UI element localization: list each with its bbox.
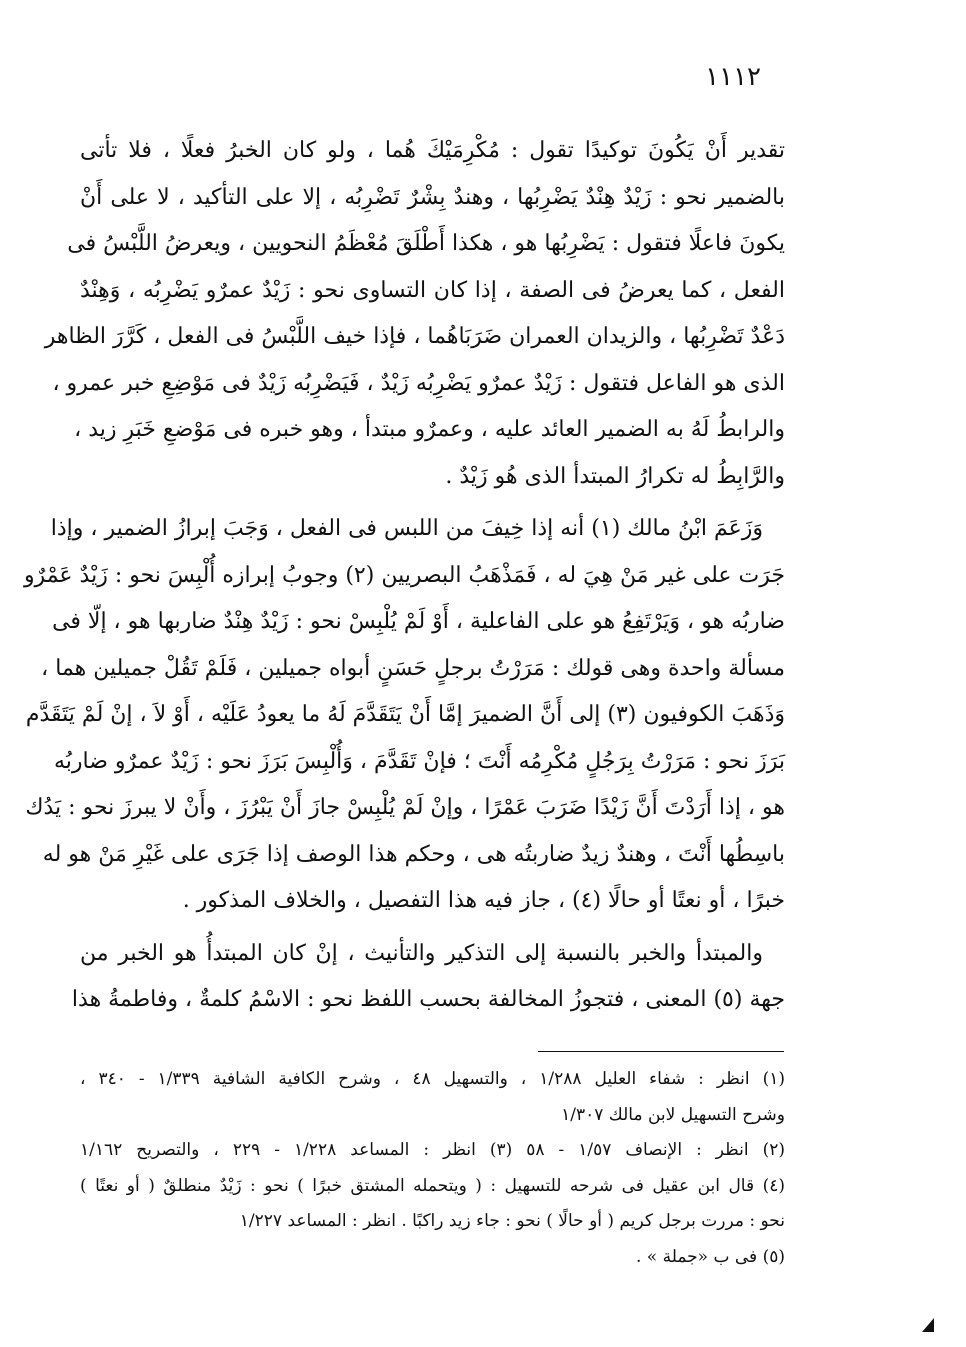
- text-line: خبرًا ، أو نعتًا أو حالًا (٤) ، جاز فيه هذا التفصيل ، والخلاف المذكور .: [182, 888, 785, 913]
- footnote-line: وشرح التسهيل لابن مالك ١/٣٠٧: [561, 1104, 785, 1125]
- text-line: والمبتدأ والخبر بالنسبة إلى التذكير والتأنيث ، إنْ كان المبتدأُ هو الخبر من: [80, 940, 763, 966]
- footnote-divider: [538, 1051, 784, 1052]
- text-line: الذى هو الفاعل فتقول : زَيْدٌ عمرٌو يَضْرِبُه زَيْدٌ ، فَيَضْرِبُه زَيْدٌ فى مَوْضِعِ خبر عمرو ،: [52, 370, 785, 396]
- paragraph: [44, 128, 786, 500]
- text-line: والرَّابِطُ له تكرارُ المبتدأ الذى هُو زَيْدٌ .: [445, 463, 785, 489]
- text-line: ضاربُه هو ، وَيَرْتَفِعُ هو على الفاعلية ، أَوْ لَمْ يُلْبِسْ نحو : زَيْدٌ هِنْدٌ ضاربها هو ، إلّا فى: [52, 609, 785, 634]
- text-line: مسألة واحدة وهى قولك : مَرَرْتُ برجلٍ حَسَنٍ أبواه جميلين ، فَلَمْ تَقُلْ جميلين هما ،: [41, 655, 785, 681]
- text-line: بالضمير نحو : زَيْدٌ هِنْدٌ يَضْرِبُها ، وهندٌ بِشْرٌ تَضْرِبُه ، إلا على التأكيد ، لا على أَنْ: [80, 184, 785, 210]
- text-line: وَزَعَمَ ابْنُ مالك (١) أنه إذا خِيفَ من اللبس فى الفعل ، وَجَبَ إبرازُ الضمير ، وإذا: [50, 516, 763, 541]
- footnote-line: (٥) فى ب «جملة » .: [635, 1246, 785, 1267]
- text-line: جهة (٥) المعنى ، فتجوزُ المخالفة بحسب اللفظ نحو : الاسْمُ كلمةٌ ، وفاطمةُ هذا: [71, 987, 785, 1012]
- corner-mark: [922, 1318, 934, 1332]
- text-line: جَرَت على غير مَنْ هِيَ له ، فَمَذْهَبُ البصريين (٢) وجوبُ إبرازه أُلْبِسَ نحو : زَيْدٌ عَمْرٌو: [23, 562, 785, 588]
- paragraph: [23, 506, 785, 925]
- text-line: والرابطُ لَهُ به الضمير العائد عليه ، وعمرٌو مبتدأ ، وهو خبره فى مَوْضعِ خَبَرِ زيد ،: [74, 417, 785, 442]
- footnotes: [80, 1062, 785, 1275]
- footnote-line: (٢) انظر : الإنصاف ١/٥٧ - ٥٨ (٣) انظر : المساعد ١/٢٢٨ - ٢٢٩ ، والتصريح ١/١٦٢: [80, 1140, 785, 1160]
- main-text: [23, 128, 786, 1024]
- text-line: هو ، إذا أَرَدْتَ أَنَّ زَيْدًا ضَرَبَ عَمْرًا ، وإنْ لَمْ يُلْبِسْ جازَ أَنْ يَبْرُزَ ، وأَنْ لا يبرزَ نحو : يَدُك: [25, 795, 785, 820]
- page-number: ١١١٢: [705, 62, 761, 92]
- text-line: الفعل ، كما يعرضُ فى الصفة ، إذا كان التساوى نحو : زَيْدٌ عمرٌو يَضْرِبُه ، وَهِنْدٌ: [80, 277, 785, 303]
- text-line: بَرَزَ نحو : مَرَرْتُ بِرَجُلٍ مُكْرِمُه أَنْتَ ؛ فإنْ تَقَدَّمَ ، وَأُلْبِسَ بَرَزَ نحو : زَيْدٌ عمرٌو ضاربُه: [54, 748, 785, 774]
- paragraph: [71, 931, 785, 1024]
- text-line: تقدير أَنْ يَكُونَ توكيدًا تقول : مُكْرِمَيْكَ هُما ، ولو كان الخبرُ فعلًا ، فلا تأتى: [80, 138, 786, 163]
- text-line: دَعْدٌ تَضْرِبُها ، والزيدان العمران ضَرَبَاهُما ، فإذا خيف اللَّبْسُ فى الفعل ، كَرَّرَ الظاهر: [44, 324, 785, 349]
- footnote-line: (٤) قال ابن عقيل فى شرحه للتسهيل : ( ويتحمله المشتق خبرًا ) نحو : زَيْدٌ منطلقٌ ( أو نعتًا ): [80, 1175, 785, 1196]
- text-line: وَذَهَبَ الكوفيون (٣) إلى أَنَّ الضميرَ إمَّا أَنْ يَتَقَدَّمَ لَهُ ما يعودُ عَلَيْه ، أَوْ لاَ ، إنْ لَمْ يَتَقَدَّم: [25, 702, 785, 727]
- footnote-line: نحو : مررت برجل كريم ( أو حالًا ) نحو : جاء زيد راكبًا . انظر : المساعد ١/٢٢٧: [239, 1211, 785, 1231]
- text-line: يكونَ فاعلًا فتقول : يَضْرِبُها هو ، هكذا أَطْلَقَ مُعْظَمُ النحويين ، ويعرضُ اللَّبْسُ فى: [67, 231, 785, 256]
- text-line: باسِطُها أَنْتَ ، وهندٌ زيدٌ ضاربتُه هى ، وحكم هذا الوصف إذا جَرَى على غَيْرِ مَنْ هو له: [42, 841, 785, 867]
- footnote-line: (١) انظر : شفاء العليل ١/٢٨٨ ، والتسهيل ٤٨ ، وشرح الكافية الشافية ١/٣٣٩ - ٣٤٠ ،: [80, 1069, 785, 1089]
